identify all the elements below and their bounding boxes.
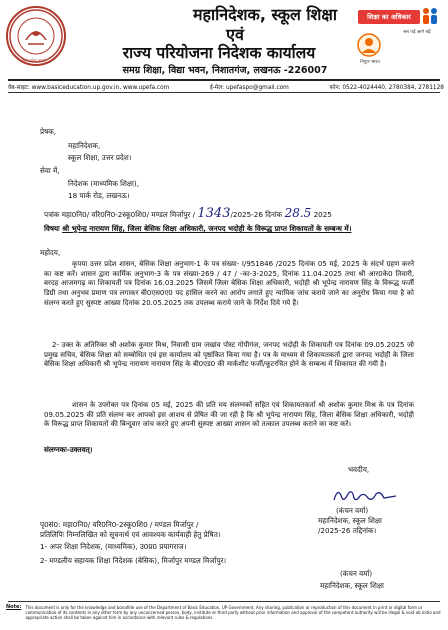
up-government-seal <box>6 6 66 66</box>
footer-note-text: This document is only for the knowledge and bonafide use of the Department of Basic Education, UP Government. Any sharing, publication or reproduction of this document in print or digital form or communication of its contents in any other form by any unconcerned person, body, institute or third party without prior information and approval of the competent authority will be illegal & void ab initio and appropriate action shall be taken against him in accordance with relevant rules & regulations. <box>25 605 441 621</box>
signature-scribble-icon <box>330 484 400 506</box>
rte-logo-banner: शिक्षा का अधिकार <box>358 10 420 24</box>
seal-emblem-icon <box>8 8 64 64</box>
copy-intro: प्रतिलिपिः निम्नलिखित को सूचनार्थ एवं आवश्यक कार्यवाही हेतु प्रेषित। <box>40 530 221 539</box>
sender-label: प्रेषक, <box>40 127 57 136</box>
paragraph-3: शासन के उपरोक्त पत्र दिनांक 05 मई, 2025 की प्रति मय संलग्नकों सहित एवं शिकायतकर्ता श्री अशोक कुमार मिश्र के पत्र दिनांक 09.05.2025 की प्रति संलग्न कर आपको इस आशय से प्रेषित की जा रही है कि श्री भूपेन्द्र नारायण सिंह, जिला बेसिक शिक्षा अधिकारी, भदोही के विरूद्ध प्राप्त शिकायतों की बिन्दुवार जांच करते हुए अपनी सुस्पष्ट आख्या शासन को तत्काल उपलब्ध कराने का कष्ट करें। <box>44 401 414 429</box>
signatory-2-title: महानिदेशक, स्कूल शिक्षा <box>320 581 384 590</box>
signatory-2-name: (कंचन वर्मा) <box>340 569 373 578</box>
subject-label: विषयः <box>44 224 60 233</box>
nipun-bharat-icon <box>356 32 382 58</box>
reference-date-prefix: दिनांक <box>265 210 283 219</box>
header-rule <box>8 79 440 81</box>
header-title-line2: एवं <box>226 25 244 44</box>
contact-rule <box>8 92 440 93</box>
nipun-bharat-label: निपुण भारत <box>360 60 380 65</box>
footer-rule <box>8 601 440 602</box>
seal-text: उत्तर प्रदेश शासन <box>21 58 47 63</box>
footer-note <box>6 605 442 621</box>
rte-slogan: सब पढ़ें आगे बढ़ें <box>403 30 431 35</box>
reference-year: /2025-26 <box>230 210 263 219</box>
signatory-1-name: (कंचन वर्मा) <box>336 506 369 515</box>
copy-item-1: 1- अपर शिक्षा निदेशक, (माध्यमिक), उ0प्र0 प्रयागराज। <box>40 542 187 551</box>
copy-reference: पृ0सं0: महा0नि0/ वरि0नि0-2स्कू0शि0 / मण्डल मिर्जापुर / <box>40 520 199 529</box>
header-title-line1: महानिदेशक, स्कूल शिक्षा <box>192 5 338 24</box>
sender-line2: स्कूल शिक्षा, उत्तर प्रदेश। <box>68 153 132 162</box>
reference-prefix: पत्रांक महा0नि0/ वरि0नि0-2स्कू0शि0/ मण्डल मिर्जापुर / <box>44 210 196 219</box>
contact-phone: फोन: 0522-4024440, 2780384, 2781128 <box>329 85 444 91</box>
children-icon <box>418 4 442 28</box>
contact-email: ई-मेल: upefaspo@gmail.com <box>209 85 289 91</box>
header-address: समग्र शिक्षा, विद्या भवन, निशातगंज, लखनऊ -226007 <box>122 65 328 76</box>
contact-bar <box>8 83 444 91</box>
enclosure-note: संलग्नकः-उक्तवत्। <box>44 445 93 454</box>
recipient-line2: 18 पार्क रोड, लखनऊ। <box>68 191 130 200</box>
closing-line: भवदीय, <box>348 465 370 474</box>
rte-nipun-logo <box>352 4 444 70</box>
signatory-1-date: /2025-26 तद्दिनांक। <box>318 526 377 535</box>
recipient-label: सेवा में, <box>40 166 60 175</box>
reference-date: 28.5 <box>284 206 312 220</box>
subject-block <box>44 224 420 234</box>
paragraph-2: 2- उक्त के अतिरिक्त श्री अशोक कुमार मिश्र, निवासी ग्राम जखांव पोस्ट गोपीगंज, जनपद भदोही के शिकायती पत्र दिनांक 09.05.2025 जो प्रमुख सचिव, बेसिक शिक्षा को सम्बोधित एवं इस कार्यालय को पृष्ठांकित किया गया है। पत्र के माध्यम से शिकायतकर्ता द्वारा जनपद भदोही के जिला बेसिक शिक्षा अधिकारी श्री भूपेन्द्र नारायण नारायण सिंह के बी0एड0 की मार्कशीट फर्जी/कूटरचित होने के सम्बन्ध में शिकायत की गयी है। <box>44 341 414 369</box>
reference-number: 1343 <box>197 206 231 221</box>
copy-item-2: 2- मण्डलीय सहायक शिक्षा निदेशक (बेसिक), मिर्जापुर मण्डल मिर्जापुर। <box>40 556 227 565</box>
footer-note-label: Note: <box>6 604 22 610</box>
signature-image <box>330 484 400 506</box>
reference-date-suffix: 2025 <box>313 210 332 219</box>
paragraph-1: कृपया उत्तर प्रदेश शासन, बेसिक शिक्षा अनुभाग-1 के पत्र संख्या- I/951846 /2025 दिनांक 05 मई, 2025 के संदर्भ ग्रहण करने का कष्ट करें। शासन द्वारा कार्मिक अनुभाग-3 के पत्र संख्या-269 / 47 / -का-3-2025, दिनांक 11.04.2025 तथा श्री आर0के0 तिवारी, बरदह आजमगढ़ का शिकायती पत्र दिनांक 16.03.2025 जिसमें जिला बेसिक शिक्षा अधिकारी, भदोही श्री भूपेन्द्र नारायण सिंह के विरूद्ध फर्जी डिग्री तथा अनुभव प्रमाण पत्र लगाकर बी0एस0ए0 पद हासिल करने का आरोप लगाते हुए न्यायिक जांच कराये जाने का अनुरोध किया गया है को संलग्न करते हुए सुस्पष्ट आख्या दिनांक 20.05.2025 तक उपलब्ध कराये जाने के निर्देश दिये गये हैं। <box>44 260 414 307</box>
subject-text: श्री भूपेन्द्र नारायण सिंह, जिला बेसिक शिक्षा अधिकारी, जनपद भदोही के विरूद्ध प्राप्त शिकायतों के सम्बन्ध में। <box>62 224 352 233</box>
signatory-1-title: महानिदेशक, स्कूल शिक्षा <box>318 516 382 525</box>
salutation: महोदय, <box>40 248 61 257</box>
contact-website: वेब-साइट: www.basiceducation.up.gov.in, www.upefa.com <box>8 85 170 91</box>
recipient-line1: निदेशक (माध्यमिक शिक्षा), <box>68 179 140 188</box>
header-title-line3: राज्य परियोजना निदेशक कार्यालय <box>122 44 316 62</box>
sender-line1: महानिदेशक, <box>68 141 101 150</box>
reference-line <box>44 206 332 221</box>
